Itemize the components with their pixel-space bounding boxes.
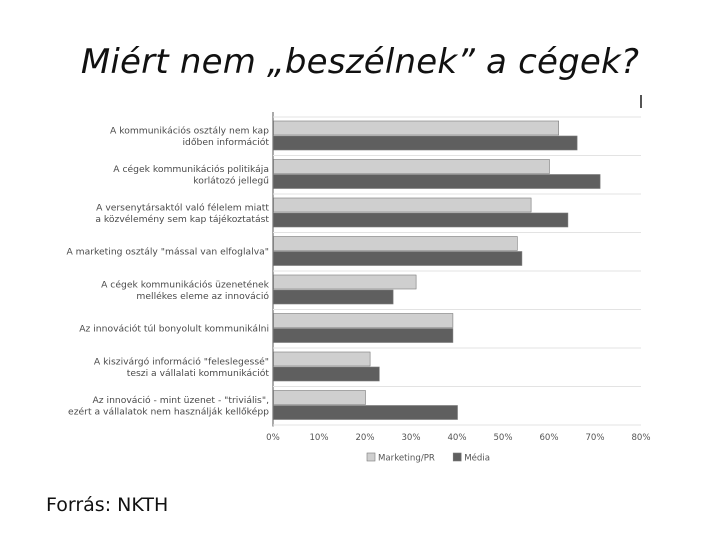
bar-media [274,367,380,381]
category-label [95,202,269,225]
source-note: Forrás: NKTH [46,494,169,516]
page-title: Miért nem „beszélnek” a cégek? [80,42,640,82]
bar-marketing-pr [274,314,453,328]
category-label-line: mellékes eleme az innováció [136,290,269,302]
category-label-line: A kommunikációs osztály nem kap [110,125,269,137]
category-labels [66,125,269,417]
bar-marketing-pr [274,275,417,289]
category-label [101,279,270,302]
bar-media [274,252,522,266]
category-label-line: ezért a vállalatok nem használják kellőképp [68,406,269,418]
bars [274,121,601,420]
category-label-line: A versenytársaktól való félelem miatt [96,202,269,214]
legend-swatch-media [453,453,461,461]
x-tick-label: 10% [309,433,329,443]
bar-media [274,290,394,304]
legend [367,453,490,464]
bar-media [274,175,601,189]
category-label [68,395,269,418]
x-tick-label: 30% [401,433,421,443]
category-label [66,247,269,258]
category-label-line: korlátozó jellegű [193,175,269,187]
bar-marketing-pr [274,352,371,366]
category-label-line: időben információt [182,136,269,148]
bar-media [274,406,458,420]
x-tick-label: 0% [266,433,280,443]
x-tick-label: 20% [355,433,375,443]
x-tick-label: 50% [493,433,513,443]
legend-swatch-marketing-pr [367,453,375,461]
bar-marketing-pr [274,121,559,135]
bar-marketing-pr [274,160,550,174]
bar-marketing-pr [274,198,532,212]
x-tick-label: 70% [585,433,605,443]
legend-label: Média [464,453,491,464]
category-label-line: A cégek kommunikációs üzenetének [101,279,269,291]
x-tick-label: 40% [447,433,467,443]
category-label-line: A marketing osztály "mással van elfoglalva" [66,246,269,258]
bar-marketing-pr [274,391,366,405]
x-tick-label: 60% [539,433,559,443]
category-label-line: Az innováció - mint üzenet - "triviális", [92,394,269,406]
bar-marketing-pr [274,237,518,251]
category-label-line: A cégek kommunikációs politikája [113,163,269,175]
category-label-line: teszi a vállalati kommunikációt [126,367,269,379]
x-axis-ticks [266,433,650,443]
category-label [110,125,269,148]
category-label [94,356,270,379]
bar-media [274,136,578,150]
category-label-line: Az innovációt túl bonyolult kommunikálni [79,323,269,335]
category-label [113,164,269,187]
x-tick-label: 80% [631,433,651,443]
bar-media [274,329,453,343]
category-label-line: a közvélemény sem kap tájékoztatást [95,213,269,225]
category-label [79,324,269,335]
category-label-line: A kiszivárgó információ "feleslegessé" [93,356,269,368]
bar-media [274,213,568,227]
legend-label: Marketing/PR [378,453,435,464]
